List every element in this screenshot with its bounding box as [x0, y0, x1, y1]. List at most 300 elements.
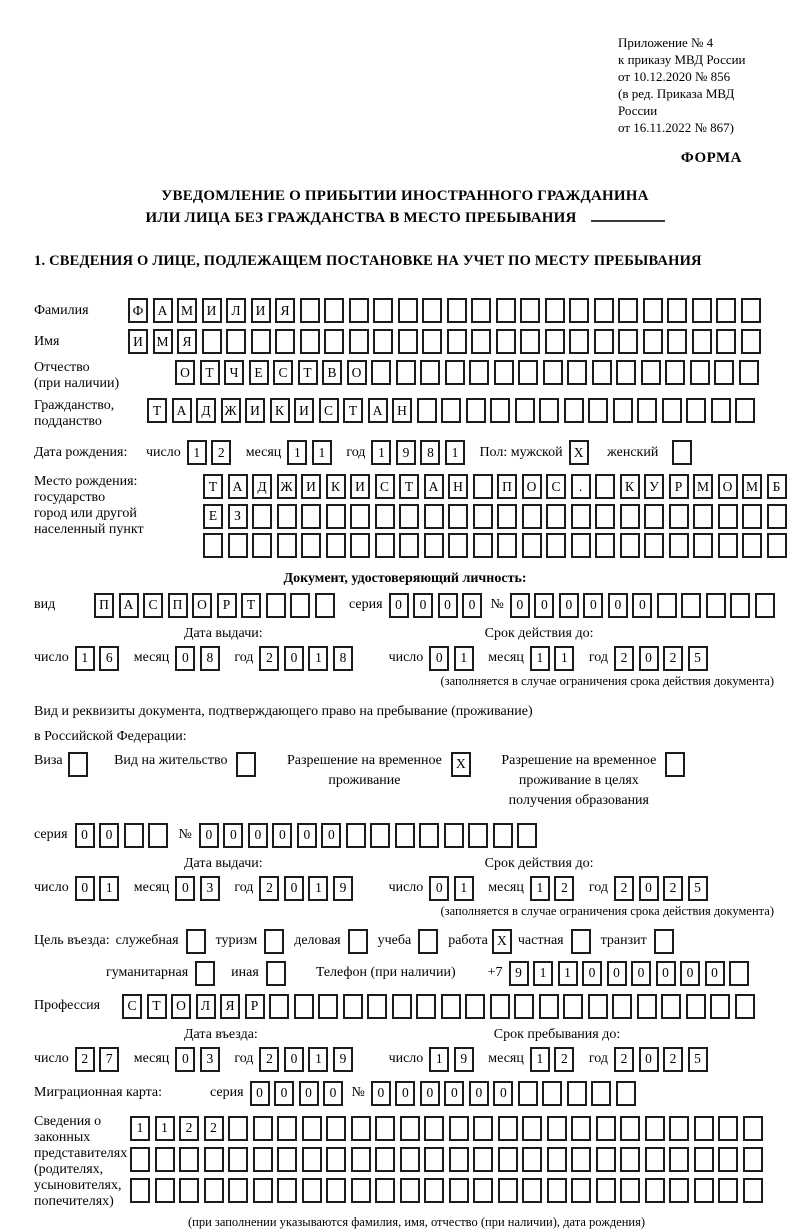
form-cell-empty[interactable] [294, 994, 314, 1019]
form-cell-empty[interactable] [400, 1116, 420, 1141]
form-cell-empty[interactable] [730, 593, 750, 618]
form-cell-filled[interactable]: 0 [607, 961, 627, 986]
form-cell-filled[interactable]: 0 [272, 823, 292, 848]
form-cell-empty[interactable] [473, 474, 493, 499]
form-cell-empty[interactable] [667, 298, 687, 323]
form-cell-filled[interactable]: 0 [284, 646, 304, 671]
form-cell-empty[interactable] [588, 994, 608, 1019]
form-cell-filled[interactable]: 0 [248, 823, 268, 848]
form-cell-empty[interactable] [469, 360, 489, 385]
form-cell-empty[interactable] [326, 533, 346, 558]
form-cell-filled[interactable]: Н [392, 398, 412, 423]
form-cell-filled[interactable]: Р [245, 994, 265, 1019]
form-cell-filled[interactable]: 2 [614, 1047, 634, 1072]
form-cell-empty[interactable] [130, 1147, 150, 1172]
form-cell-filled[interactable]: 0 [321, 823, 341, 848]
form-cell-empty[interactable] [252, 504, 272, 529]
form-cell-filled[interactable]: 1 [454, 646, 474, 671]
form-cell-empty[interactable] [571, 1147, 591, 1172]
form-cell-empty[interactable] [253, 1178, 273, 1203]
purpose-transit-checkbox[interactable] [654, 929, 674, 954]
form-cell-filled[interactable]: 0 [99, 823, 119, 848]
form-cell-filled[interactable]: 1 [445, 440, 465, 465]
form-cell-filled[interactable]: 0 [462, 593, 482, 618]
form-cell-filled[interactable]: И [251, 298, 271, 323]
form-cell-filled[interactable]: Д [252, 474, 272, 499]
form-cell-empty[interactable] [253, 1147, 273, 1172]
form-cell-empty[interactable] [422, 329, 442, 354]
form-cell-empty[interactable] [493, 823, 513, 848]
form-cell-filled[interactable]: Я [177, 329, 197, 354]
form-cell-filled[interactable]: 1 [130, 1116, 150, 1141]
form-cell-empty[interactable] [269, 994, 289, 1019]
form-cell-empty[interactable] [346, 823, 366, 848]
purpose-work-checkbox[interactable]: X [492, 929, 512, 954]
form-cell-filled[interactable]: К [620, 474, 640, 499]
form-cell-filled[interactable]: Т [203, 474, 223, 499]
form-cell-empty[interactable] [326, 504, 346, 529]
form-cell-empty[interactable] [373, 329, 393, 354]
form-cell-filled[interactable]: Т [241, 593, 261, 618]
form-cell-empty[interactable] [669, 1178, 689, 1203]
form-cell-empty[interactable] [349, 329, 369, 354]
form-cell-filled[interactable]: 9 [333, 876, 353, 901]
form-cell-empty[interactable] [571, 1178, 591, 1203]
form-cell-filled[interactable]: Я [275, 298, 295, 323]
form-cell-filled[interactable]: 2 [663, 1047, 683, 1072]
form-cell-filled[interactable]: О [522, 474, 542, 499]
form-cell-empty[interactable] [375, 533, 395, 558]
form-cell-filled[interactable]: 0 [582, 961, 602, 986]
form-cell-empty[interactable] [594, 298, 614, 323]
form-cell-empty[interactable] [742, 533, 762, 558]
form-cell-filled[interactable]: 1 [75, 646, 95, 671]
purpose-other-checkbox[interactable] [266, 961, 286, 986]
form-cell-empty[interactable] [620, 1178, 640, 1203]
form-cell-empty[interactable] [637, 398, 657, 423]
form-cell-empty[interactable] [596, 1116, 616, 1141]
form-cell-empty[interactable] [498, 1116, 518, 1141]
form-cell-filled[interactable]: Л [226, 298, 246, 323]
form-cell-empty[interactable] [718, 1116, 738, 1141]
form-cell-empty[interactable] [517, 823, 537, 848]
form-cell-filled[interactable]: 2 [554, 876, 574, 901]
form-cell-filled[interactable]: 2 [211, 440, 231, 465]
form-cell-empty[interactable] [302, 1147, 322, 1172]
form-cell-empty[interactable] [447, 298, 467, 323]
form-cell-empty[interactable] [755, 593, 775, 618]
form-cell-empty[interactable] [496, 329, 516, 354]
form-cell-empty[interactable] [643, 329, 663, 354]
form-cell-empty[interactable] [669, 533, 689, 558]
form-cell-empty[interactable] [416, 994, 436, 1019]
form-cell-empty[interactable] [741, 329, 761, 354]
form-cell-filled[interactable]: В [322, 360, 342, 385]
form-cell-empty[interactable] [645, 1147, 665, 1172]
form-cell-empty[interactable] [620, 533, 640, 558]
form-cell-filled[interactable]: 5 [688, 1047, 708, 1072]
form-cell-filled[interactable]: Ж [277, 474, 297, 499]
form-cell-filled[interactable]: Ф [128, 298, 148, 323]
form-cell-empty[interactable] [547, 1178, 567, 1203]
form-cell-filled[interactable]: 0 [175, 1047, 195, 1072]
form-cell-empty[interactable] [686, 994, 706, 1019]
form-cell-empty[interactable] [545, 329, 565, 354]
form-cell-filled[interactable]: 5 [688, 646, 708, 671]
form-cell-empty[interactable] [351, 1116, 371, 1141]
form-cell-empty[interactable] [398, 298, 418, 323]
form-cell-empty[interactable] [148, 823, 168, 848]
form-cell-filled[interactable]: 0 [420, 1081, 440, 1106]
form-cell-filled[interactable]: Д [196, 398, 216, 423]
form-cell-empty[interactable] [473, 504, 493, 529]
form-cell-filled[interactable]: 0 [493, 1081, 513, 1106]
form-cell-empty[interactable] [567, 360, 587, 385]
form-cell-empty[interactable] [546, 533, 566, 558]
form-cell-empty[interactable] [371, 360, 391, 385]
form-cell-empty[interactable] [711, 398, 731, 423]
form-cell-filled[interactable]: 9 [454, 1047, 474, 1072]
form-cell-filled[interactable]: Ж [221, 398, 241, 423]
form-cell-empty[interactable] [546, 504, 566, 529]
form-cell-filled[interactable]: 8 [420, 440, 440, 465]
form-cell-filled[interactable]: 3 [200, 876, 220, 901]
form-cell-filled[interactable]: Ч [224, 360, 244, 385]
form-cell-empty[interactable] [514, 994, 534, 1019]
form-cell-empty[interactable] [302, 1178, 322, 1203]
visa-checkbox[interactable] [68, 752, 88, 777]
form-cell-filled[interactable]: А [368, 398, 388, 423]
form-cell-empty[interactable] [693, 504, 713, 529]
form-cell-empty[interactable] [324, 329, 344, 354]
form-cell-empty[interactable] [667, 329, 687, 354]
form-cell-filled[interactable]: 2 [179, 1116, 199, 1141]
form-cell-empty[interactable] [620, 504, 640, 529]
form-cell-filled[interactable]: С [122, 994, 142, 1019]
form-cell-empty[interactable] [445, 360, 465, 385]
form-cell-empty[interactable] [596, 1147, 616, 1172]
form-cell-empty[interactable] [515, 398, 535, 423]
form-cell-empty[interactable] [563, 994, 583, 1019]
form-cell-empty[interactable] [441, 398, 461, 423]
form-cell-empty[interactable] [444, 823, 464, 848]
form-cell-empty[interactable] [226, 329, 246, 354]
form-cell-empty[interactable] [473, 1147, 493, 1172]
form-cell-empty[interactable] [735, 994, 755, 1019]
form-cell-filled[interactable]: Н [448, 474, 468, 499]
form-cell-filled[interactable]: О [175, 360, 195, 385]
form-cell-empty[interactable] [592, 360, 612, 385]
form-cell-empty[interactable] [694, 1147, 714, 1172]
form-cell-empty[interactable] [326, 1178, 346, 1203]
form-cell-empty[interactable] [547, 1116, 567, 1141]
form-cell-empty[interactable] [518, 360, 538, 385]
purpose-tourism-checkbox[interactable] [264, 929, 284, 954]
form-cell-empty[interactable] [490, 994, 510, 1019]
form-cell-filled[interactable]: Т [147, 398, 167, 423]
form-cell-empty[interactable] [301, 533, 321, 558]
form-cell-filled[interactable]: 2 [614, 646, 634, 671]
form-cell-empty[interactable] [251, 329, 271, 354]
form-cell-empty[interactable] [545, 298, 565, 323]
form-cell-filled[interactable]: . [571, 474, 591, 499]
form-cell-filled[interactable]: 0 [299, 1081, 319, 1106]
form-cell-empty[interactable] [468, 823, 488, 848]
form-cell-empty[interactable] [400, 1147, 420, 1172]
form-cell-filled[interactable]: 2 [663, 646, 683, 671]
form-cell-empty[interactable] [471, 298, 491, 323]
form-cell-filled[interactable]: 0 [469, 1081, 489, 1106]
form-cell-filled[interactable]: Е [249, 360, 269, 385]
form-cell-filled[interactable]: 0 [199, 823, 219, 848]
form-cell-empty[interactable] [179, 1147, 199, 1172]
form-cell-empty[interactable] [620, 1116, 640, 1141]
form-cell-empty[interactable] [645, 1116, 665, 1141]
form-cell-empty[interactable] [449, 1116, 469, 1141]
form-cell-filled[interactable]: 2 [259, 646, 279, 671]
form-cell-empty[interactable] [520, 298, 540, 323]
form-cell-filled[interactable]: 0 [444, 1081, 464, 1106]
form-cell-empty[interactable] [588, 398, 608, 423]
form-cell-filled[interactable]: П [94, 593, 114, 618]
form-cell-empty[interactable] [318, 994, 338, 1019]
form-cell-filled[interactable]: 0 [284, 876, 304, 901]
sex-male-checkbox[interactable]: X [569, 440, 589, 465]
form-cell-filled[interactable]: Т [147, 994, 167, 1019]
form-cell-filled[interactable]: Б [767, 474, 787, 499]
form-cell-filled[interactable]: Р [669, 474, 689, 499]
form-cell-filled[interactable]: 2 [75, 1047, 95, 1072]
form-cell-empty[interactable] [522, 1116, 542, 1141]
form-cell-empty[interactable] [420, 360, 440, 385]
form-cell-filled[interactable]: 0 [389, 593, 409, 618]
form-cell-empty[interactable] [266, 593, 286, 618]
form-cell-empty[interactable] [424, 533, 444, 558]
form-cell-filled[interactable]: У [644, 474, 664, 499]
form-cell-empty[interactable] [277, 1147, 297, 1172]
form-cell-empty[interactable] [694, 1116, 714, 1141]
form-cell-empty[interactable] [693, 533, 713, 558]
form-cell-empty[interactable] [613, 398, 633, 423]
form-cell-filled[interactable]: 1 [187, 440, 207, 465]
form-cell-filled[interactable]: 0 [656, 961, 676, 986]
form-cell-filled[interactable]: 0 [429, 876, 449, 901]
form-cell-filled[interactable]: 1 [530, 646, 550, 671]
form-cell-empty[interactable] [618, 298, 638, 323]
form-cell-empty[interactable] [494, 360, 514, 385]
form-cell-filled[interactable]: И [301, 474, 321, 499]
form-cell-empty[interactable] [690, 360, 710, 385]
form-cell-empty[interactable] [729, 961, 749, 986]
form-cell-filled[interactable]: 0 [323, 1081, 343, 1106]
form-cell-empty[interactable] [392, 994, 412, 1019]
purpose-study-checkbox[interactable] [418, 929, 438, 954]
form-cell-empty[interactable] [595, 474, 615, 499]
form-cell-filled[interactable]: Я [220, 994, 240, 1019]
form-cell-empty[interactable] [349, 298, 369, 323]
form-cell-empty[interactable] [326, 1147, 346, 1172]
form-cell-filled[interactable]: П [497, 474, 517, 499]
form-cell-empty[interactable] [518, 1081, 538, 1106]
form-cell-empty[interactable] [370, 823, 390, 848]
form-cell-filled[interactable]: М [153, 329, 173, 354]
form-cell-empty[interactable] [424, 1116, 444, 1141]
form-cell-empty[interactable] [228, 1147, 248, 1172]
form-cell-filled[interactable]: И [128, 329, 148, 354]
form-cell-empty[interactable] [396, 360, 416, 385]
form-cell-empty[interactable] [706, 593, 726, 618]
form-cell-empty[interactable] [204, 1178, 224, 1203]
form-cell-empty[interactable] [569, 298, 589, 323]
form-cell-filled[interactable]: 1 [308, 1047, 328, 1072]
form-cell-filled[interactable]: Т [399, 474, 419, 499]
form-cell-empty[interactable] [275, 329, 295, 354]
form-cell-empty[interactable] [743, 1116, 763, 1141]
form-cell-filled[interactable]: О [718, 474, 738, 499]
form-cell-filled[interactable]: 2 [663, 876, 683, 901]
residence-permit-checkbox[interactable] [236, 752, 256, 777]
form-cell-empty[interactable] [290, 593, 310, 618]
form-cell-empty[interactable] [618, 329, 638, 354]
form-cell-empty[interactable] [497, 533, 517, 558]
form-cell-empty[interactable] [564, 398, 584, 423]
form-cell-empty[interactable] [302, 1116, 322, 1141]
form-cell-filled[interactable]: П [168, 593, 188, 618]
form-cell-filled[interactable]: А [172, 398, 192, 423]
form-cell-filled[interactable]: 0 [583, 593, 603, 618]
form-cell-empty[interactable] [716, 329, 736, 354]
form-cell-empty[interactable] [692, 329, 712, 354]
form-cell-empty[interactable] [594, 329, 614, 354]
form-cell-empty[interactable] [343, 994, 363, 1019]
form-cell-empty[interactable] [522, 1178, 542, 1203]
form-cell-filled[interactable]: 0 [429, 646, 449, 671]
form-cell-filled[interactable]: Е [203, 504, 223, 529]
form-cell-empty[interactable] [522, 1147, 542, 1172]
form-cell-filled[interactable]: С [375, 474, 395, 499]
form-cell-empty[interactable] [155, 1178, 175, 1203]
form-cell-empty[interactable] [571, 1116, 591, 1141]
form-cell-filled[interactable]: 1 [554, 646, 574, 671]
form-cell-filled[interactable]: 2 [259, 876, 279, 901]
form-cell-empty[interactable] [448, 504, 468, 529]
form-cell-filled[interactable]: 1 [312, 440, 332, 465]
form-cell-empty[interactable] [497, 504, 517, 529]
form-cell-empty[interactable] [351, 1178, 371, 1203]
form-cell-filled[interactable]: 1 [530, 876, 550, 901]
form-cell-empty[interactable] [277, 504, 297, 529]
form-cell-empty[interactable] [686, 398, 706, 423]
form-cell-filled[interactable]: 0 [559, 593, 579, 618]
form-cell-empty[interactable] [324, 298, 344, 323]
form-cell-filled[interactable]: С [143, 593, 163, 618]
form-cell-filled[interactable]: 0 [75, 876, 95, 901]
form-cell-filled[interactable]: О [171, 994, 191, 1019]
form-cell-filled[interactable]: 1 [308, 876, 328, 901]
form-cell-empty[interactable] [542, 1081, 562, 1106]
form-cell-empty[interactable] [473, 1116, 493, 1141]
form-cell-empty[interactable] [735, 398, 755, 423]
form-cell-empty[interactable] [277, 533, 297, 558]
form-cell-empty[interactable] [424, 504, 444, 529]
form-cell-filled[interactable]: 0 [639, 646, 659, 671]
form-cell-filled[interactable]: О [192, 593, 212, 618]
form-cell-filled[interactable]: 2 [204, 1116, 224, 1141]
form-cell-filled[interactable]: 0 [175, 876, 195, 901]
form-cell-filled[interactable]: Л [196, 994, 216, 1019]
temp-residence-checkbox[interactable]: X [451, 752, 471, 777]
form-cell-filled[interactable]: М [742, 474, 762, 499]
form-cell-filled[interactable]: 1 [287, 440, 307, 465]
form-cell-filled[interactable]: 6 [99, 646, 119, 671]
form-cell-empty[interactable] [641, 360, 661, 385]
form-cell-filled[interactable]: 0 [274, 1081, 294, 1106]
form-cell-empty[interactable] [612, 994, 632, 1019]
form-cell-filled[interactable]: 9 [333, 1047, 353, 1072]
form-cell-filled[interactable]: 0 [510, 593, 530, 618]
form-cell-empty[interactable] [669, 1116, 689, 1141]
form-cell-filled[interactable]: Т [343, 398, 363, 423]
form-cell-filled[interactable]: А [228, 474, 248, 499]
form-cell-empty[interactable] [375, 1116, 395, 1141]
form-cell-filled[interactable]: М [693, 474, 713, 499]
form-cell-empty[interactable] [300, 298, 320, 323]
form-cell-empty[interactable] [595, 504, 615, 529]
form-cell-empty[interactable] [300, 329, 320, 354]
purpose-humanitarian-checkbox[interactable] [195, 961, 215, 986]
form-cell-empty[interactable] [661, 994, 681, 1019]
form-cell-filled[interactable]: А [153, 298, 173, 323]
form-cell-empty[interactable] [277, 1178, 297, 1203]
form-cell-empty[interactable] [716, 298, 736, 323]
form-cell-filled[interactable]: 0 [608, 593, 628, 618]
form-cell-filled[interactable]: 0 [223, 823, 243, 848]
form-cell-empty[interactable] [616, 360, 636, 385]
form-cell-empty[interactable] [350, 533, 370, 558]
form-cell-filled[interactable]: 1 [530, 1047, 550, 1072]
form-cell-filled[interactable]: 0 [297, 823, 317, 848]
form-cell-filled[interactable]: 0 [284, 1047, 304, 1072]
form-cell-empty[interactable] [739, 360, 759, 385]
form-cell-empty[interactable] [395, 823, 415, 848]
form-cell-empty[interactable] [567, 1081, 587, 1106]
form-cell-filled[interactable]: 1 [155, 1116, 175, 1141]
form-cell-empty[interactable] [471, 329, 491, 354]
form-cell-empty[interactable] [179, 1178, 199, 1203]
form-cell-filled[interactable]: 0 [175, 646, 195, 671]
form-cell-filled[interactable]: М [177, 298, 197, 323]
form-cell-empty[interactable] [155, 1147, 175, 1172]
form-cell-empty[interactable] [399, 533, 419, 558]
form-cell-filled[interactable]: И [245, 398, 265, 423]
form-cell-empty[interactable] [301, 504, 321, 529]
form-cell-filled[interactable]: С [273, 360, 293, 385]
purpose-official-checkbox[interactable] [186, 929, 206, 954]
form-cell-empty[interactable] [657, 593, 677, 618]
form-cell-empty[interactable] [498, 1147, 518, 1172]
form-cell-empty[interactable] [466, 398, 486, 423]
form-cell-empty[interactable] [124, 823, 144, 848]
form-cell-empty[interactable] [718, 1178, 738, 1203]
form-cell-filled[interactable]: 0 [705, 961, 725, 986]
form-cell-empty[interactable] [130, 1178, 150, 1203]
sex-female-checkbox[interactable] [672, 440, 692, 465]
form-cell-filled[interactable]: 1 [454, 876, 474, 901]
form-cell-filled[interactable]: 0 [534, 593, 554, 618]
form-cell-empty[interactable] [315, 593, 335, 618]
form-cell-empty[interactable] [449, 1178, 469, 1203]
form-cell-empty[interactable] [692, 298, 712, 323]
